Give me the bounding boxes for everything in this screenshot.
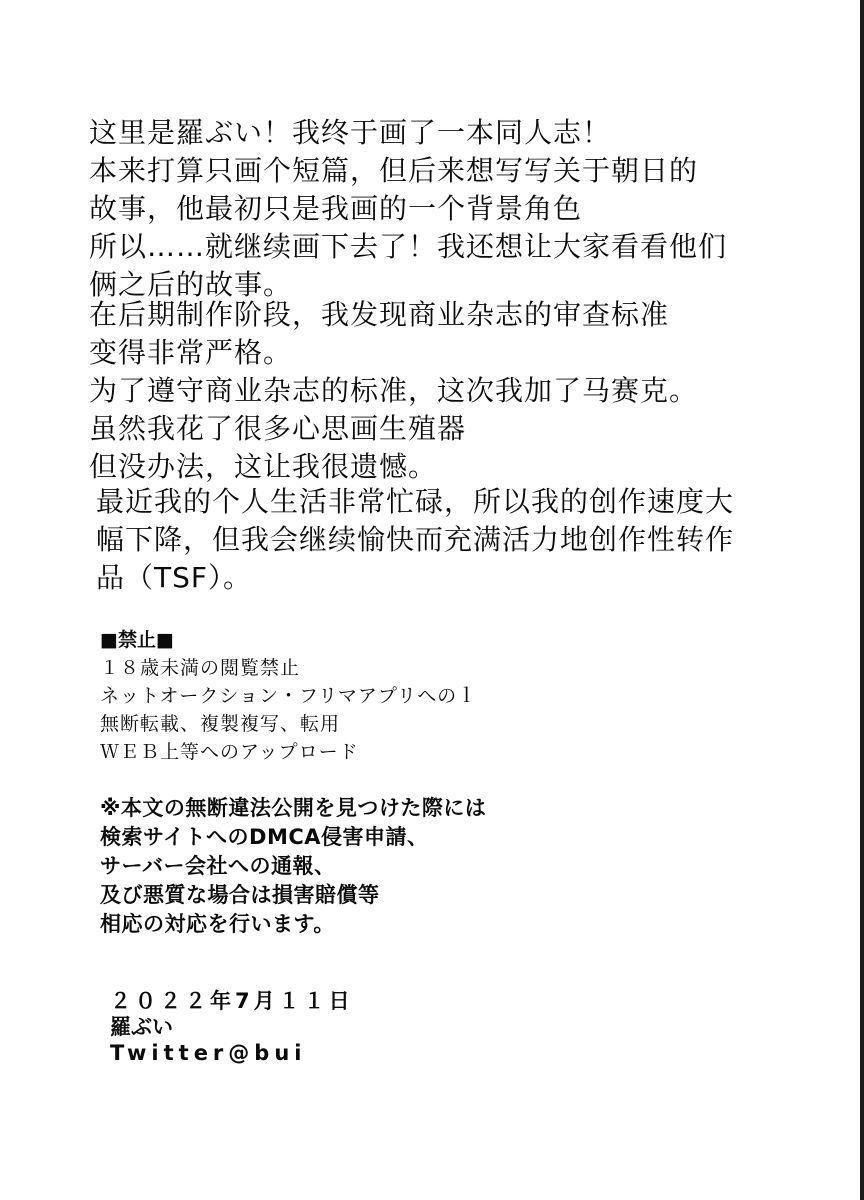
signature-twitter-handle: Twitter@bui	[110, 1041, 307, 1065]
warning-line: ※本文の無断違法公開を見つけた際には	[100, 796, 487, 820]
afterword-paragraph-2	[89, 296, 698, 486]
prohibition-item: ネットオークション・フリマアプリへのｌ	[100, 685, 478, 707]
text-line: 本来打算只画个短篇，但后来想写写关于朝日的	[89, 154, 699, 187]
afterword-paragraph-3	[96, 483, 734, 597]
signature-block	[110, 988, 354, 1066]
text-line: 为了遵守商业杂志的标准，这次我加了马赛克。	[89, 374, 699, 407]
prohibition-item: １８歳未満の閲覧禁止	[100, 657, 301, 679]
text-line: 变得非常严格。	[89, 336, 293, 369]
legal-warning	[100, 794, 486, 939]
signature-author: 羅ぶい	[110, 1015, 173, 1039]
text-line: 幅下降，但我会继续愉快而充满活力地创作性转作	[96, 523, 735, 556]
warning-line: 相応の対応を行います。	[100, 912, 335, 936]
afterword-paragraph-1	[89, 114, 727, 304]
signature-date: ２０２２年7月１１日	[110, 989, 354, 1013]
warning-line: 検索サイトへのDMCA侵害申請、	[100, 825, 429, 849]
text-line: 故事，他最初只是我画的一个背景角色	[89, 192, 583, 225]
text-line: 在后期制作阶段，我发现商业杂志的审查标准	[89, 298, 670, 331]
text-line: 所以……就继续画下去了！我还想让大家看看他们	[89, 230, 728, 263]
prohibition-heading: ■禁止■	[100, 629, 174, 651]
text-line: 品（TSF）。	[96, 561, 252, 594]
text-line: 最近我的个人生活非常忙碌，所以我的创作速度大	[96, 485, 735, 518]
text-line: 虽然我花了很多心思画生殖器	[89, 412, 467, 445]
warning-line: 及び悪質な場合は損害賠償等	[100, 883, 380, 907]
prohibition-notice	[100, 626, 477, 766]
page-edge-border	[860, 0, 864, 1200]
text-line: 但没办法，这让我很遗憾。	[89, 450, 438, 483]
text-line: 这里是羅ぶい！我终于画了一本同人志！	[89, 116, 612, 149]
text-line: 俩之后的故事。	[89, 268, 293, 301]
warning-line: サーバー会社への通報、	[100, 854, 336, 878]
prohibition-item: ＷＥＢ上等へのアップロード	[100, 741, 359, 763]
prohibition-item: 無断転載、複製複写、転用	[100, 713, 341, 735]
